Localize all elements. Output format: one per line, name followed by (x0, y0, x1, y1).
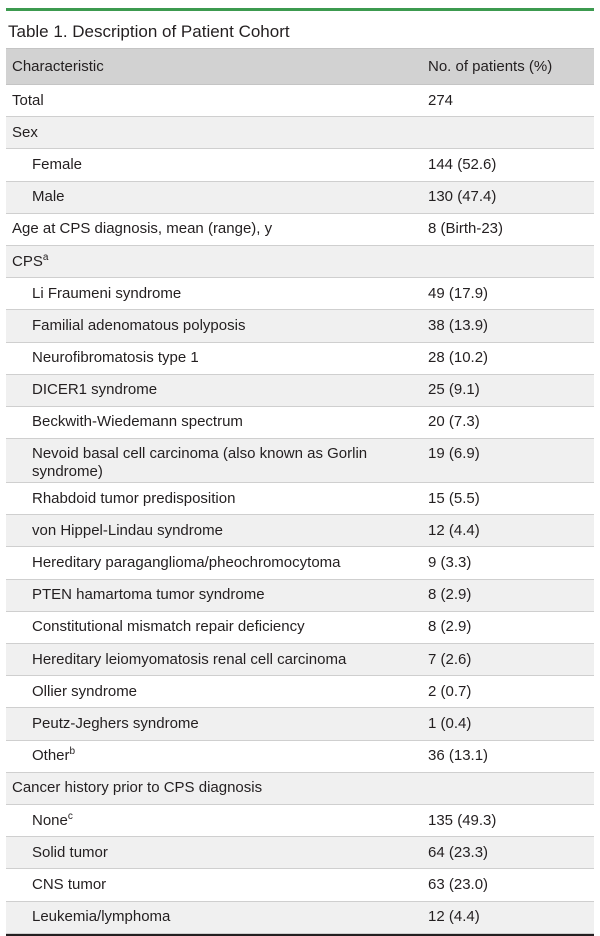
row-patient-count: 9 (3.3) (428, 554, 472, 572)
row-patient-count: 49 (17.9) (428, 284, 489, 302)
row-label: Peutz-Jeghers syndrome (32, 714, 199, 732)
row-characteristic (6, 844, 418, 862)
table-row (6, 439, 594, 483)
row-characteristic (6, 618, 418, 636)
row-characteristic (6, 490, 418, 508)
row-patient-count: 20 (7.3) (428, 413, 480, 431)
row-characteristic (6, 92, 418, 110)
row-label: CPS (12, 252, 43, 270)
row-characteristic (6, 317, 418, 335)
row-label: Total (12, 91, 44, 109)
row-patient-count: 63 (23.0) (428, 875, 489, 893)
table-row (6, 85, 594, 117)
row-patient-count: 25 (9.1) (428, 381, 480, 399)
row-characteristic (6, 253, 418, 271)
table-body (6, 85, 594, 934)
row-characteristic (6, 908, 418, 926)
row-label: Li Fraumeni syndrome (32, 284, 182, 302)
row-label: Familial adenomatous polyposis (32, 316, 246, 334)
table-row (6, 869, 594, 901)
table-row (6, 343, 594, 375)
table-header-row (6, 48, 594, 85)
row-characteristic (6, 554, 418, 572)
row-patient-count: 19 (6.9) (428, 445, 480, 463)
table-row (6, 483, 594, 515)
table-row (6, 214, 594, 246)
table-row (6, 902, 594, 934)
table-row (6, 837, 594, 869)
table-row (6, 117, 594, 149)
row-label: Rhabdoid tumor predisposition (32, 489, 236, 507)
row-patient-count: 12 (4.4) (428, 521, 480, 539)
table-row (6, 773, 594, 805)
row-characteristic (6, 381, 418, 399)
row-characteristic (6, 220, 418, 238)
table-row (6, 246, 594, 278)
row-characteristic (6, 812, 418, 830)
row-characteristic (6, 876, 418, 894)
table-row (6, 407, 594, 439)
table-row (6, 547, 594, 579)
row-label: Constitutional mismatch repair deficiency (32, 618, 305, 636)
header-patients: No. of patients (%) (428, 57, 553, 75)
table-row (6, 182, 594, 214)
row-label: Leukemia/lymphoma (32, 908, 171, 926)
row-characteristic (6, 715, 418, 733)
patient-cohort-table (6, 8, 594, 936)
table-row (6, 805, 594, 837)
row-label: Hereditary paraganglioma/pheochromocytoma (32, 554, 341, 572)
row-characteristic (6, 445, 418, 481)
table-row (6, 278, 594, 310)
row-label: DICER1 syndrome (32, 381, 158, 399)
row-label: Hereditary leiomyomatosis renal cell carcinoma (32, 650, 347, 668)
row-patient-count: 8 (Birth-23) (428, 220, 504, 238)
row-label: Sex (12, 123, 38, 141)
row-patient-count: 1 (0.4) (428, 714, 472, 732)
row-patient-count: 28 (10.2) (428, 349, 489, 367)
row-patient-count: 64 (23.3) (428, 843, 489, 861)
row-patient-count: 8 (2.9) (428, 618, 472, 636)
row-characteristic (6, 188, 418, 206)
footnote-marker: c (67, 810, 73, 822)
table-row (6, 515, 594, 547)
row-characteristic (6, 779, 418, 797)
table-row (6, 644, 594, 676)
row-label: Age at CPS diagnosis, mean (range), y (12, 220, 273, 238)
row-patient-count: 274 (428, 91, 454, 109)
row-patient-count: 15 (5.5) (428, 489, 480, 507)
row-patient-count: 38 (13.9) (428, 316, 489, 334)
row-label: Cancer history prior to CPS diagnosis (12, 779, 263, 797)
row-label: Female (32, 155, 83, 173)
table-row (6, 310, 594, 342)
row-characteristic (6, 683, 418, 701)
row-label: Beckwith-Wiedemann spectrum (32, 413, 243, 431)
row-label: Neurofibromatosis type 1 (32, 349, 199, 367)
row-label: Male (32, 188, 65, 206)
row-label: Nevoid basal cell carcinoma (also known as Gorlin syndrome) (32, 445, 368, 481)
row-patient-count: 144 (52.6) (428, 155, 497, 173)
row-label: Ollier syndrome (32, 682, 138, 700)
row-label: None (32, 811, 68, 829)
row-patient-count: 135 (49.3) (428, 811, 497, 829)
row-characteristic (6, 349, 418, 367)
table-row (6, 149, 594, 181)
table-row (6, 676, 594, 708)
footnote-marker: a (42, 251, 49, 263)
row-characteristic (6, 522, 418, 540)
row-patient-count: 2 (0.7) (428, 682, 472, 700)
row-characteristic (6, 285, 418, 303)
table-row (6, 708, 594, 740)
row-characteristic (6, 156, 418, 174)
row-label: Solid tumor (32, 843, 108, 861)
bottom-rule (6, 934, 594, 936)
row-label: Other (32, 747, 70, 765)
row-patient-count: 12 (4.4) (428, 908, 480, 926)
row-label: PTEN hamartoma tumor syndrome (32, 586, 265, 604)
table-row (6, 612, 594, 644)
row-characteristic (6, 413, 418, 431)
row-label: CNS tumor (32, 875, 107, 893)
table-row (6, 580, 594, 612)
header-characteristic: Characteristic (12, 57, 104, 75)
table-row (6, 741, 594, 773)
table-row (6, 375, 594, 407)
row-characteristic (6, 747, 418, 765)
table-title: Table 1. Description of Patient Cohort (8, 22, 290, 41)
row-characteristic (6, 586, 418, 604)
row-label: von Hippel-Lindau syndrome (32, 521, 223, 539)
row-characteristic (6, 651, 418, 669)
row-patient-count: 36 (13.1) (428, 747, 489, 765)
footnote-marker: b (69, 746, 76, 758)
row-patient-count: 7 (2.6) (428, 650, 472, 668)
row-characteristic (6, 124, 418, 142)
row-patient-count: 130 (47.4) (428, 188, 497, 206)
row-patient-count: 8 (2.9) (428, 586, 472, 604)
